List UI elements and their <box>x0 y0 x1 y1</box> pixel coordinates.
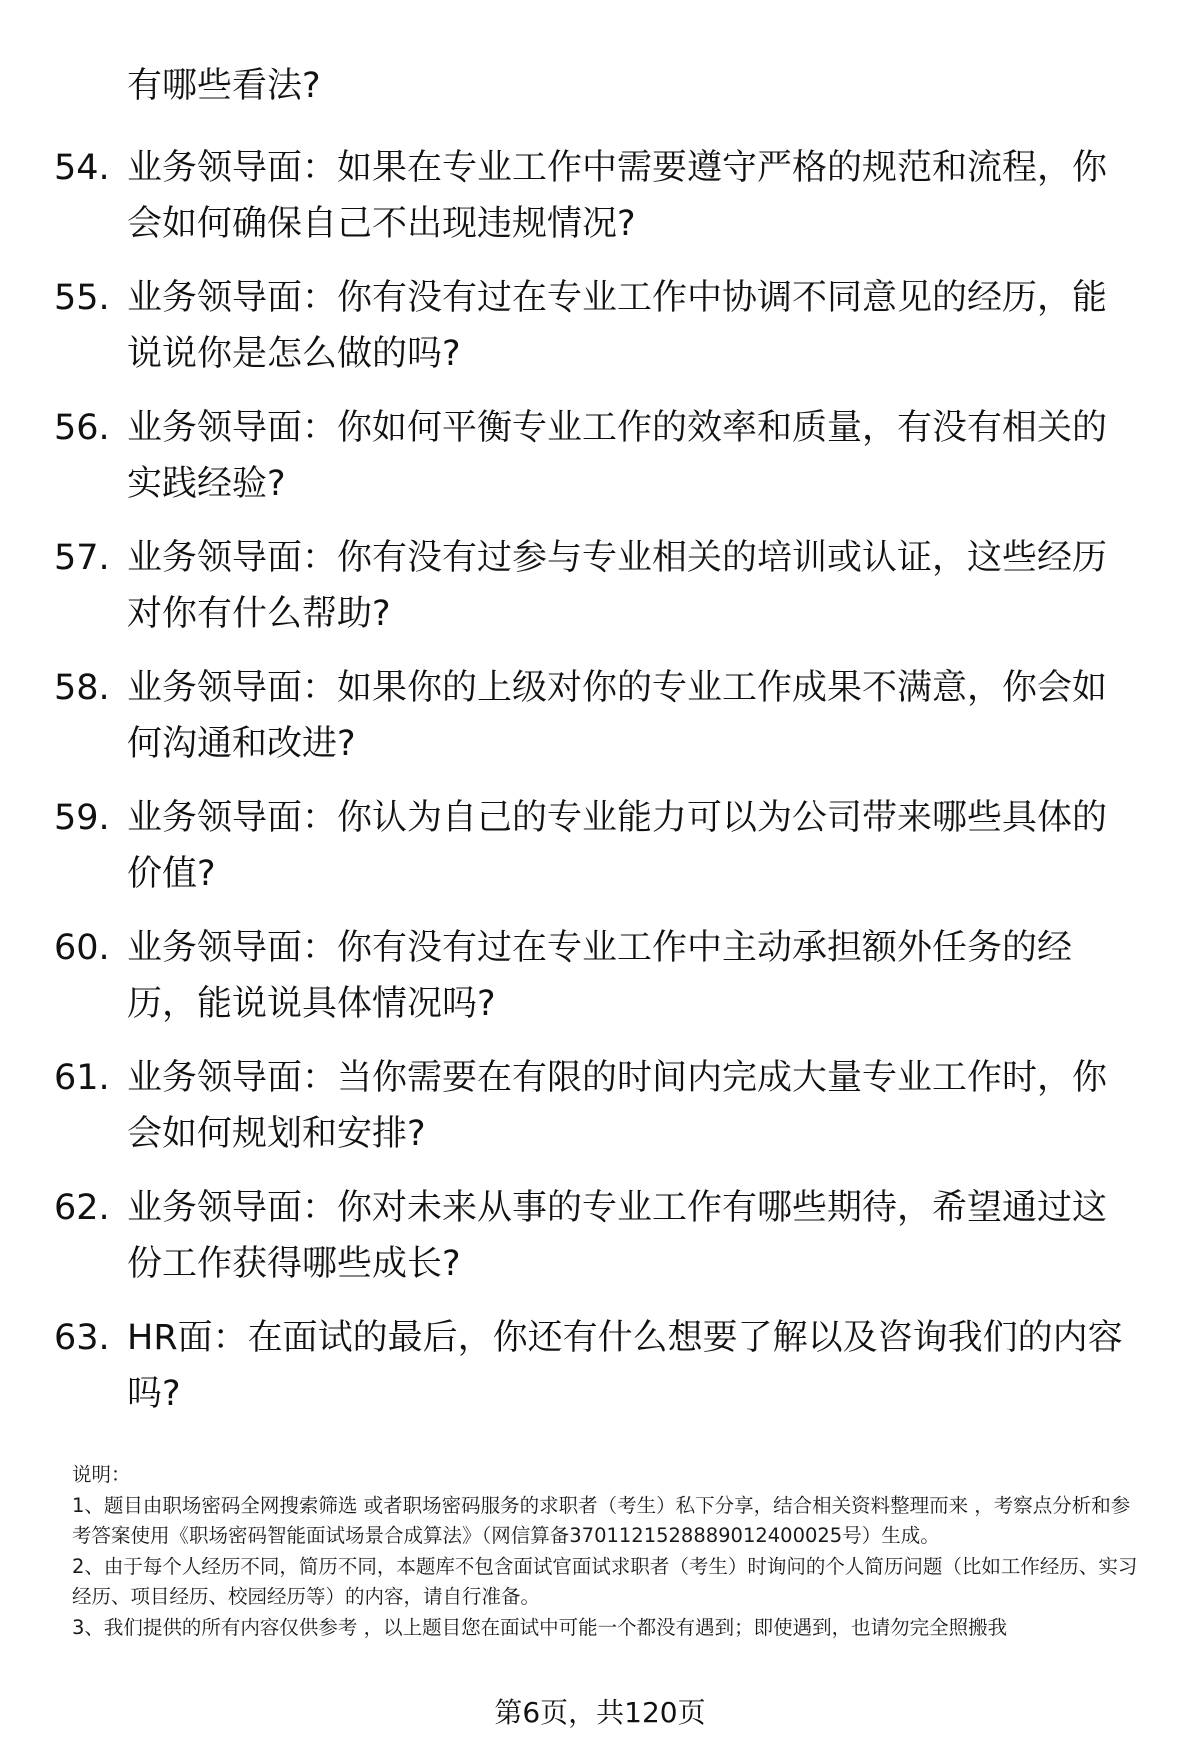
question-number: 59. <box>54 798 110 838</box>
question-number: 57. <box>54 538 110 578</box>
question-item <box>54 530 1154 660</box>
note-item: 2、由于每个人经历不同，简历不同，本题库不包含面试官面试求职者（考生）时询问的个人简历问题（比如工作经历、实习经历、项目经历、校园经历等）的内容，请自行准备。 <box>72 1554 1138 1608</box>
continued-question-text: 有哪些看法? <box>127 66 321 106</box>
question-number: 54. <box>54 148 110 188</box>
question-text: 业务领导面：你有没有过参与专业相关的培训或认证，这些经历对你有什么帮助? <box>127 538 1108 634</box>
question-text: 业务领导面：你对未来从事的专业工作有哪些期待，希望通过这份工作获得哪些成长? <box>127 1188 1108 1284</box>
question-number: 63. <box>54 1318 110 1358</box>
question-number: 58. <box>54 668 110 708</box>
question-text: 业务领导面：你如何平衡专业工作的效率和质量，有没有相关的实践经验? <box>127 408 1108 504</box>
question-number: 61. <box>54 1058 110 1098</box>
note-item: 1、题目由职场密码全网搜索筛选 或者职场密码服务的求职者（考生）私下分享，结合相关资料整理而来 ，考察点分析和参考答案使用《职场密码智能面试场景合成算法》（网信算备3701121528889012400025号）生成。 <box>72 1493 1131 1547</box>
notes-section <box>72 1460 1142 1643</box>
note-item: 3、我们提供的所有内容仅供参考 ，以上题目您在面试中可能一个都没有遇到；即使遇到，也请勿完全照搬我 <box>72 1615 1008 1639</box>
question-item <box>54 660 1154 790</box>
notes-title: 说明： <box>72 1463 131 1486</box>
question-text: HR面：在面试的最后，你还有什么想要了解以及咨询我们的内容吗? <box>127 1318 1123 1414</box>
question-number: 55. <box>54 278 110 318</box>
question-item <box>54 920 1154 1050</box>
page-footer: 第6页，共120页 <box>494 1696 706 1729</box>
question-item <box>54 400 1154 530</box>
question-text: 业务领导面：当你需要在有限的时间内完成大量专业工作时，你会如何规划和安排? <box>127 1058 1108 1154</box>
question-text: 业务领导面：你有没有过在专业工作中协调不同意见的经历，能说说你是怎么做的吗? <box>127 278 1108 374</box>
question-item <box>54 140 1154 270</box>
question-number: 60. <box>54 928 110 968</box>
question-number: 62. <box>54 1188 110 1228</box>
question-item <box>54 1050 1154 1180</box>
question-text: 业务领导面：你有没有过在专业工作中主动承担额外任务的经历，能说说具体情况吗? <box>127 928 1073 1024</box>
question-item <box>54 270 1154 400</box>
question-text: 业务领导面：如果在专业工作中需要遵守严格的规范和流程，你会如何确保自己不出现违规情况? <box>127 148 1108 244</box>
question-text: 业务领导面：你认为自己的专业能力可以为公司带来哪些具体的价值? <box>127 798 1108 894</box>
question-number: 56. <box>54 408 110 448</box>
question-list <box>54 140 1154 1440</box>
question-text: 业务领导面：如果你的上级对你的专业工作成果不满意，你会如何沟通和改进? <box>127 668 1108 764</box>
question-item <box>54 1180 1154 1310</box>
question-item <box>54 790 1154 920</box>
question-item <box>54 1310 1154 1440</box>
